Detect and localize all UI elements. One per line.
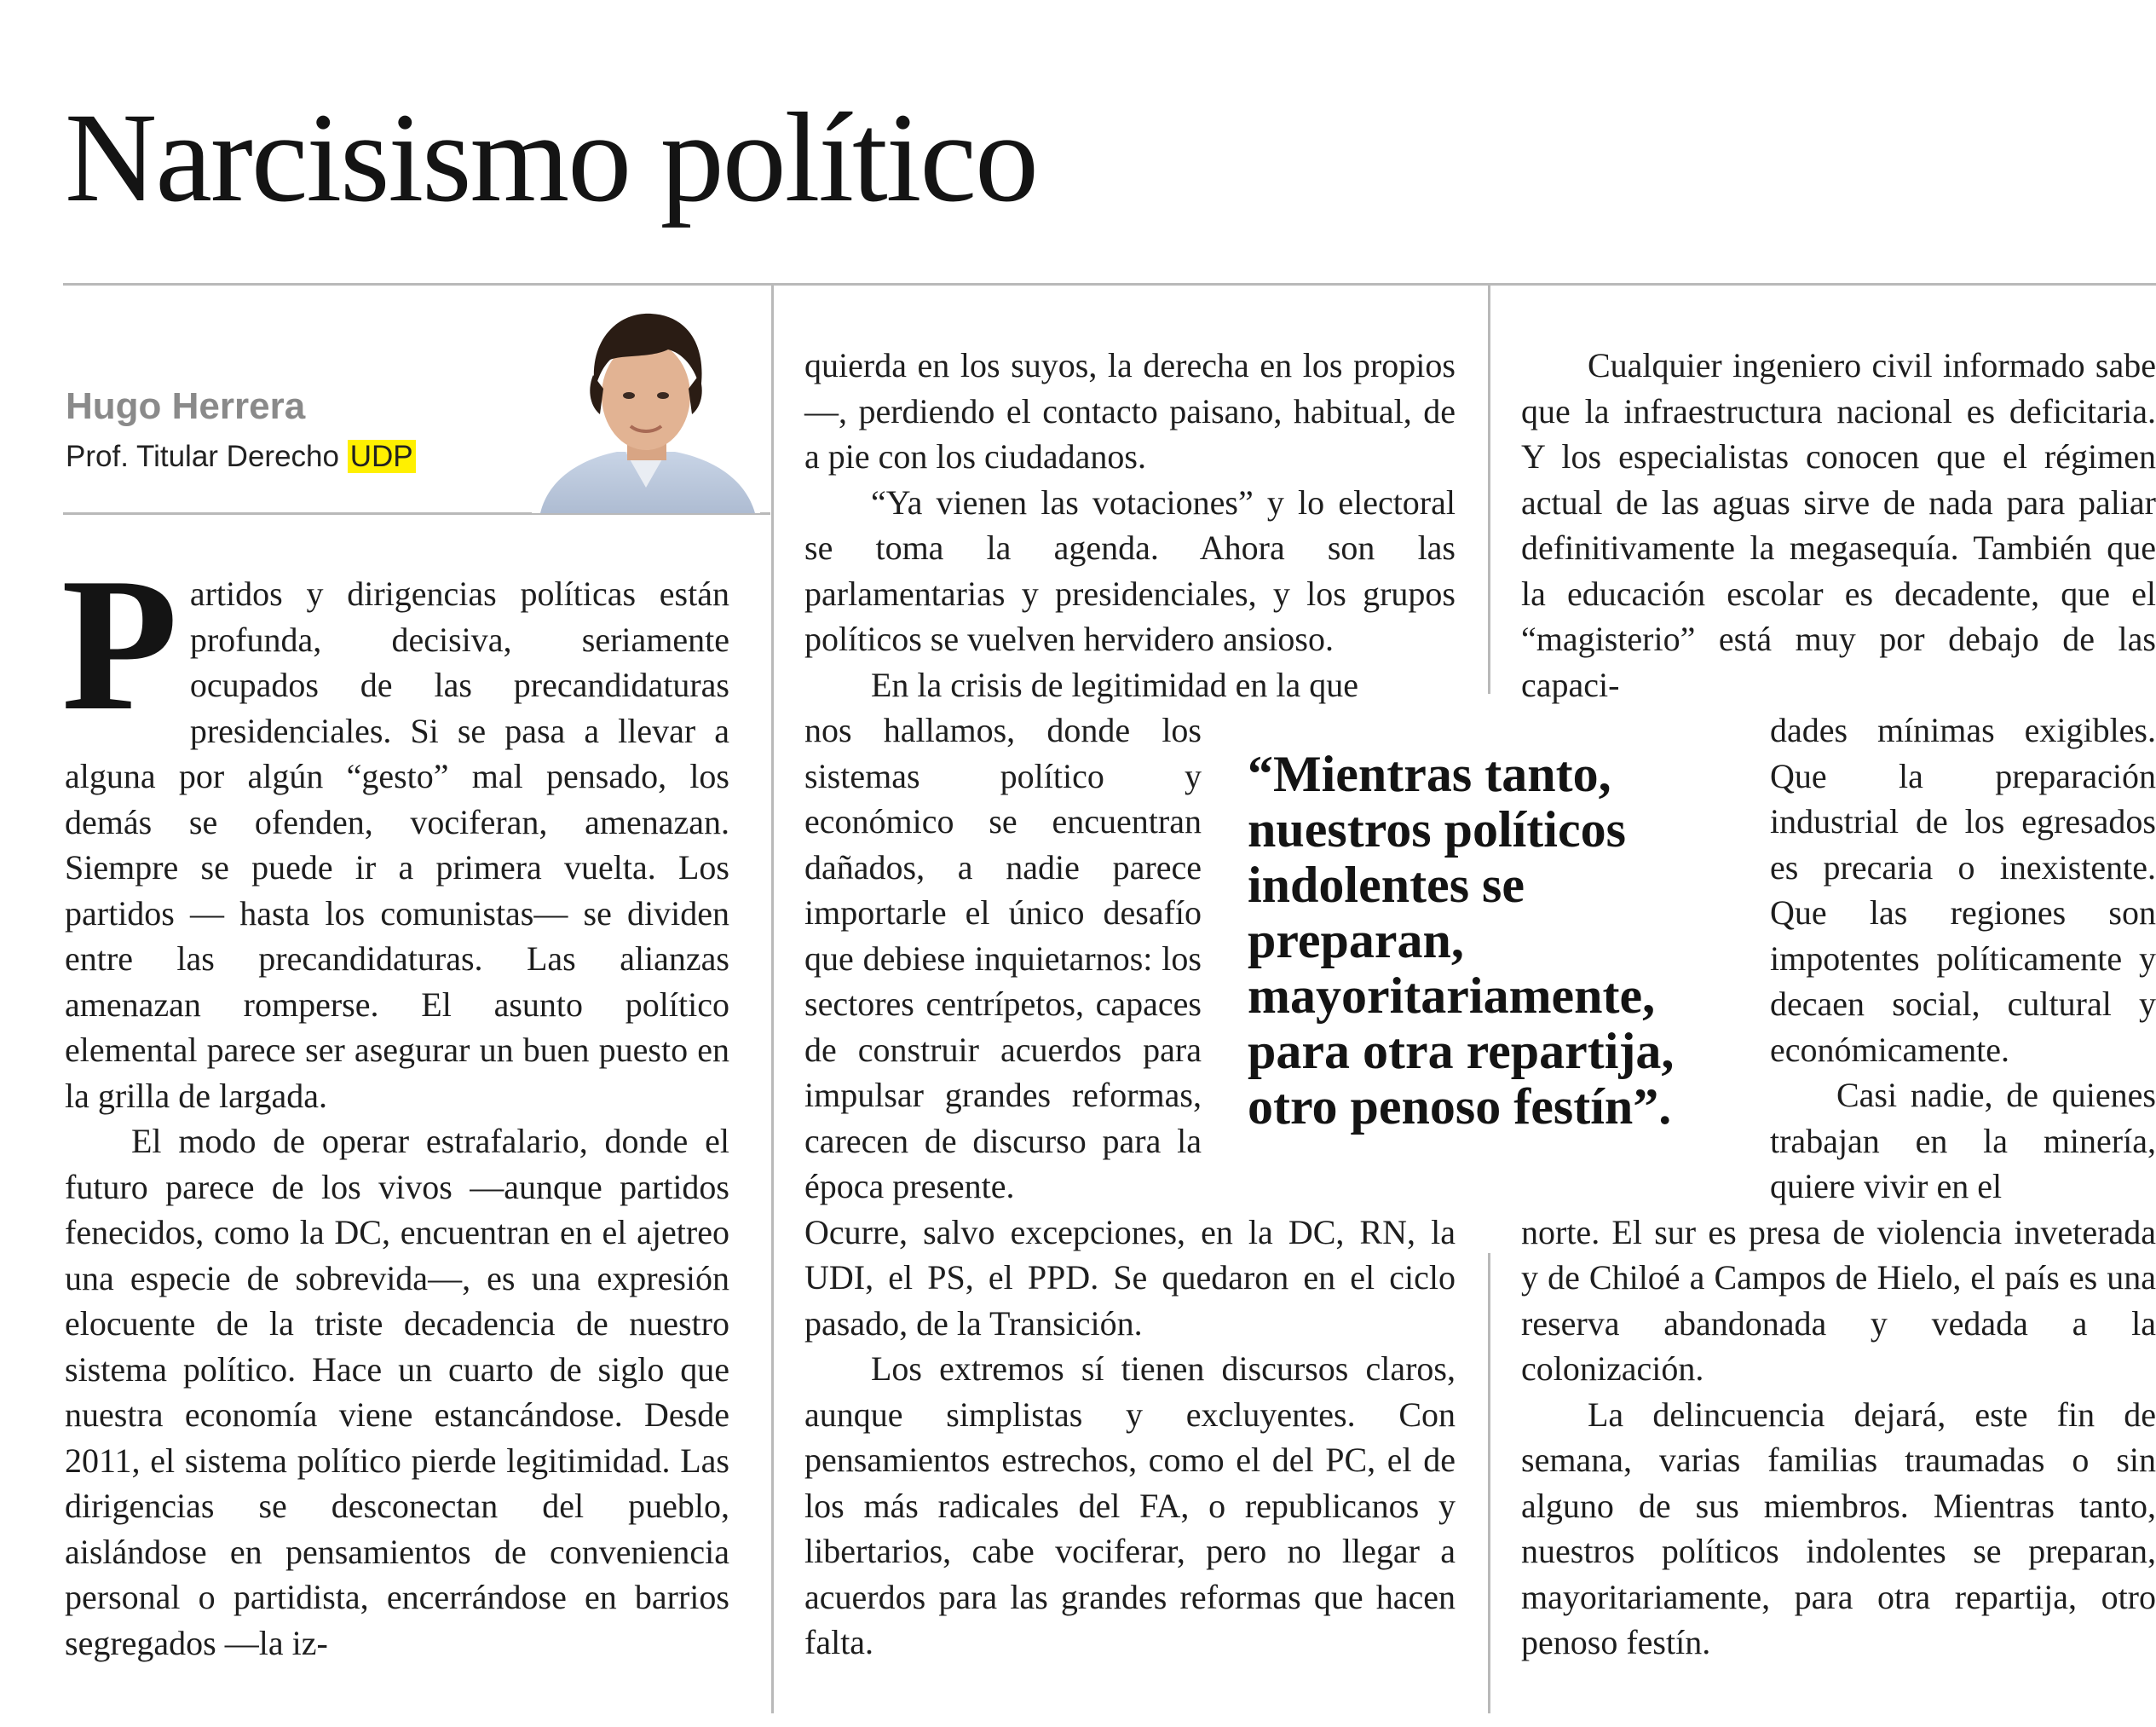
paragraph: norte. El sur es presa de violencia inveterada y de Chiloé a Campos de Hielo, el país es una reserva abandonada y vedada a la colonización. [1521, 1212, 2156, 1388]
column-divider-left [771, 285, 774, 1713]
paragraph [61, 539, 729, 1118]
paragraph-text: artidos y dirigencias políticas están profunda, decisiva, seriamente ocupados de las precandidaturas presidenciales. Si se pasa a llevar a alguna por algún “gesto” mal pensado, los demás se ofenden, vociferan, amenazan. Siempre se puede ir a primera vuelta. Los partidos — hasta los comunistas— se dividen entre las precandidaturas. Las alianzas amenazan romperse. El asunto político elemental parece ser asegurar un buen puesto en la grilla de largada. [65, 575, 729, 1115]
paragraph: “Ya vienen las votaciones” y lo electoral se toma la agenda. Ahora son las parlamentarias y presidenciales, y los grupos políticos se vuelven hervidero ansioso. [804, 482, 1456, 658]
column-1 [61, 539, 729, 1666]
paragraph: Cualquier ingeniero civil informado sabe que la infraestructura nacional es deficitaria. Y los especialistas conocen que el régimen actual de las aguas sirve de nada para paliar definitivamente la megasequía. También que la educación escolar es decadente, que el “magisterio” está muy por debajo de las capaci- [1521, 346, 2156, 704]
paragraph: La delincuencia dejará, este fin de semana, varias familias traumadas o sin alguno de sus miembros. Mientras tanto, nuestros políticos indolentes se preparan, mayoritariamente, para otra repartija, otro penoso festín. [1521, 1395, 2156, 1661]
author-photo [532, 307, 760, 513]
column-divider-right-lower [1488, 1253, 1490, 1713]
column-3 [1521, 343, 2156, 1666]
paragraph: El modo de operar estrafalario, donde el futuro parece de los vivos —aunque partidos fenecidos, como la DC, encuentran en el ajetreo una especie de sobrevida—, es una expresión elocuente de la triste decadencia de nuestro sistema político. Hace un cuarto de siglo que nuestra economía viene estancándose. Desde 2011, el sistema político pierde legitimidad. Las dirigencias se desconectan del pueblo, aislándose en pensamientos de conveniencia personal o partidista, encerrándose en barrios segregados —la iz- [65, 1122, 729, 1662]
drop-cap: P [61, 539, 178, 750]
author-role-text: Prof. Titular Derecho [66, 440, 348, 473]
author-name: Hugo Herrera [66, 385, 306, 427]
column-divider-right-upper [1488, 285, 1490, 694]
pull-quote: “Mientras tanto, nuestros políticos indolentes se preparan, mayoritariamente, para otra repartija, otro penoso festín”. [1248, 746, 1675, 1135]
author-affiliation-highlight: UDP [348, 440, 416, 473]
paragraph: nos hallamos, donde los sistemas político y económico se encuentran dañados, a nadie parece importarle el único desafío que debiese inquietarnos: los sectores centrípetos, capaces de construir acuerdos para impulsar grandes reformas, carecen de discurso para la época presente. [804, 711, 1202, 1205]
headline: Narcisismo político [65, 87, 1037, 228]
paragraph: Casi nadie, de quienes trabajan en la minería, quiere vivir en el [1770, 1076, 2156, 1205]
paragraph: quierda en los suyos, la derecha en los propios—, perdiendo el contacto paisano, habitual, de a pie con los ciudadanos. [804, 346, 1456, 476]
paragraph: dades mínimas exigibles. Que la preparación industrial de los egresados es precaria o inexistente. Que las regiones son impotentes políticamente y decaen social, cultural y económicamente. [1770, 711, 2156, 1069]
paragraph: Los extremos sí tienen discursos claros, aunque simplistas y excluyentes. Con pensamientos estrechos, como el del PC, el de los más radicales del FA, o republicanos y libertarios, cabe vociferar, pero no llegar a acuerdos para las grandes reformas que hacen falta. [804, 1349, 1456, 1661]
paragraph: En la crisis de legitimidad en la que [871, 665, 1359, 704]
paragraph: Ocurre, salvo excepciones, en la DC, RN, la UDI, el PS, el PPD. Se quedaron en el ciclo pasado, de la Transición. [804, 1212, 1456, 1343]
top-divider [63, 283, 2156, 286]
author-role [66, 440, 416, 474]
